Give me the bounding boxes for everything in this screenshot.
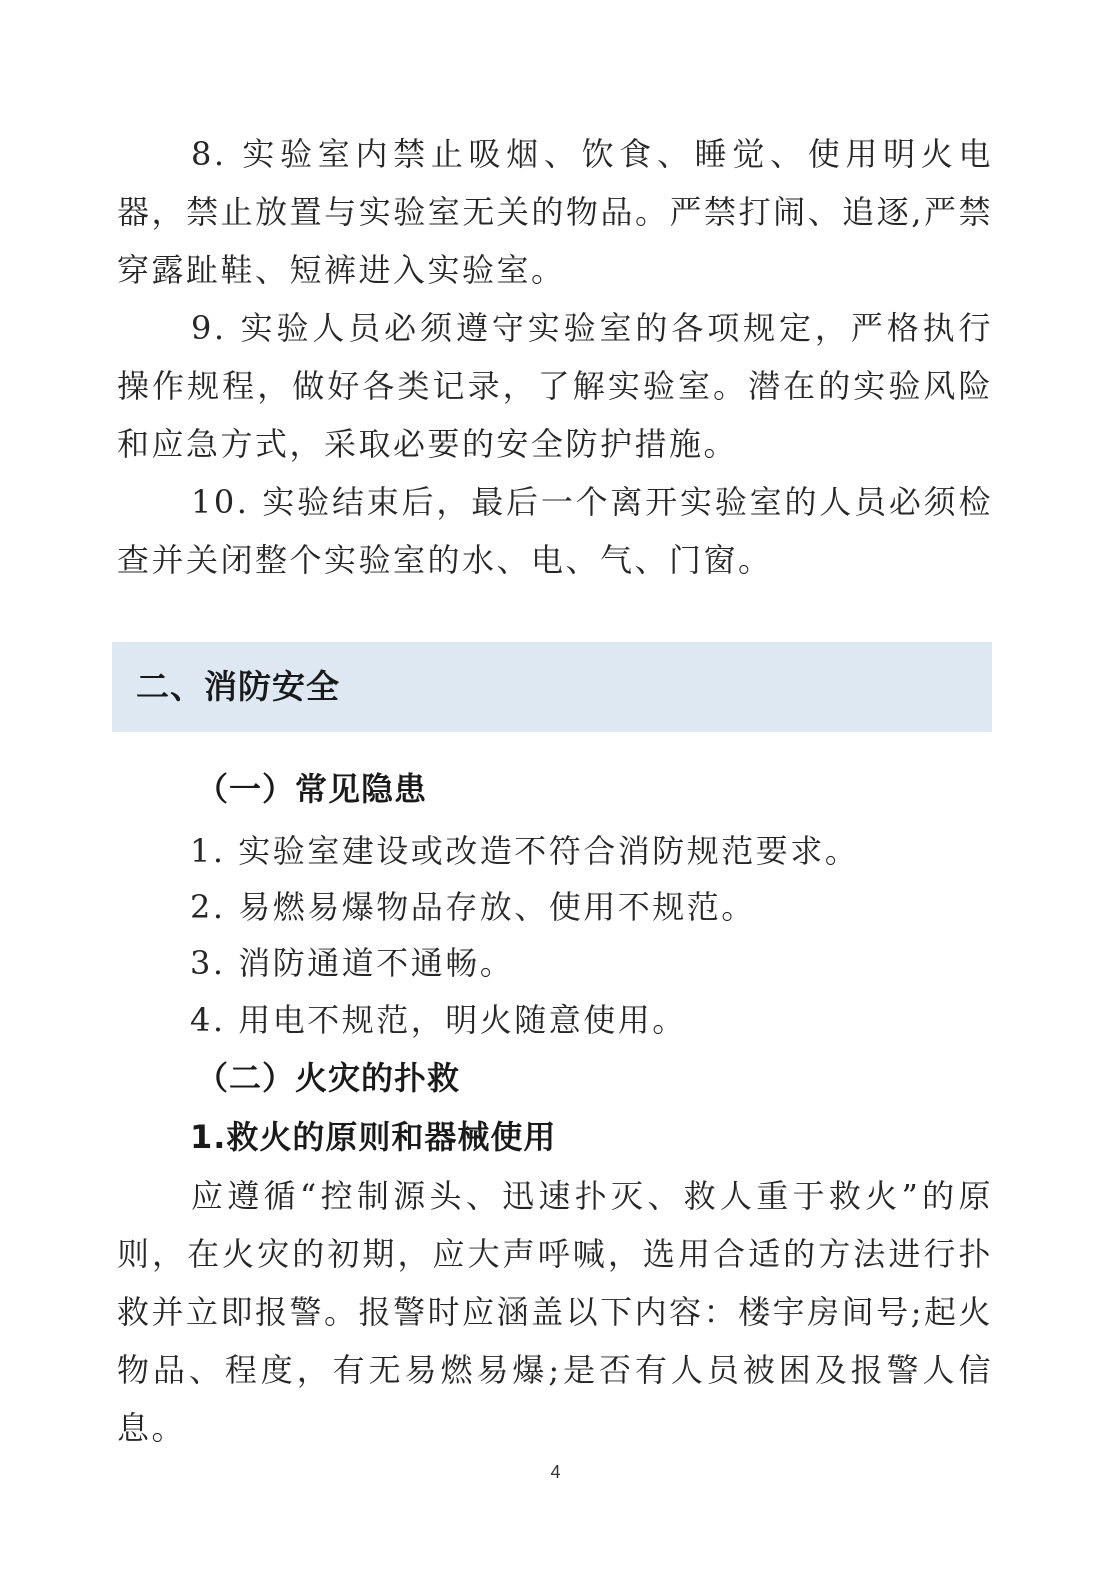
paragraph-8: 8. 实验室内禁止吸烟、饮食、睡觉、使用明火电器，禁止放置与实验室无关的物品。严禁打闹、追逐,严禁穿露趾鞋、短裤进入实验室。 [117,135,993,289]
page-number: 4 [550,1462,561,1482]
hazard-item: 1. 实验室建设或改造不符合消防规范要求。 [190,832,860,870]
firefighting-body: 应遵循“控制源头、迅速扑灭、救人重于救火”的原则，在火灾的初期，应大声呼喊，选用合适的方法进行扑救并立即报警。报警时应涵盖以下内容：楼宇房间号;起火物品、程度，有无易燃易爆;是否有人员被困及报警人信息。 [117,1177,993,1447]
hazards-heading: （一）常见隐患 [196,770,428,808]
hazard-item: 3. 消防通道不通畅。 [190,944,515,982]
hazard-item: 4. 用电不规范，明火随意使用。 [190,1001,687,1039]
hazard-item: 2. 易燃易爆物品存放、使用不规范。 [190,888,756,926]
paragraph-10: 10. 实验结束后，最后一个离开实验室的人员必须检查并关闭整个实验室的水、电、气、门窗。 [117,483,993,579]
firefighting-heading: （二）火灾的扑救 [196,1059,461,1097]
section-banner [112,642,992,732]
section-title: 二、消防安全 [136,667,340,706]
paragraph-9: 9. 实验人员必须遵守实验室的各项规定，严格执行操作规程，做好各类记录，了解实验室。潜在的实验风险和应急方式，采取必要的安全防护措施。 [117,309,993,463]
firefighting-subheading: 1.救火的原则和器械使用 [190,1118,557,1156]
